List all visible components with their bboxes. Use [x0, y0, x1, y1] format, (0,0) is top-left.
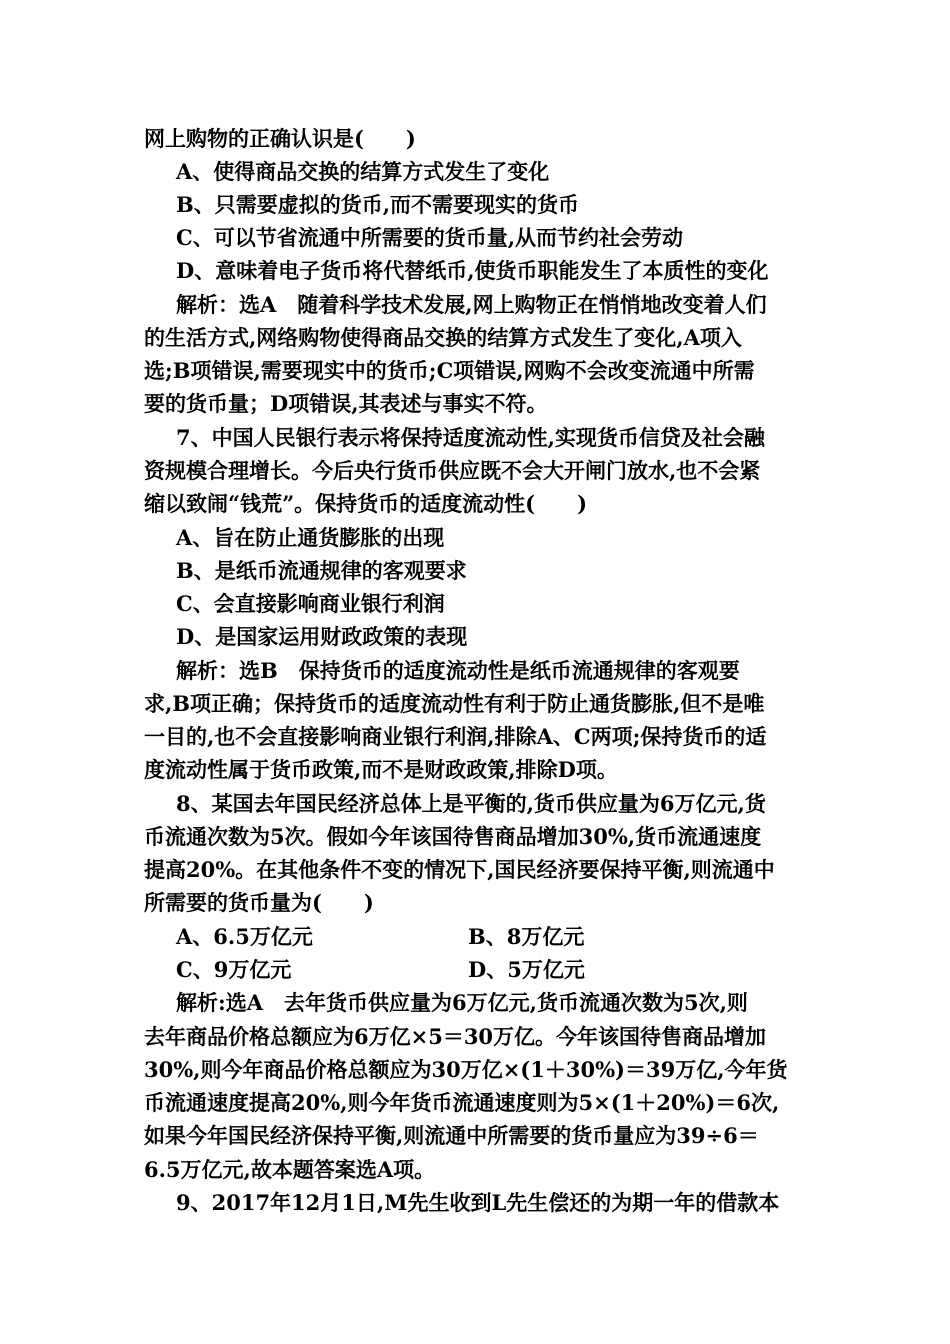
q8-analysis-line: 如果今年国民经济保持平衡,则流通中所需要的货币量应为39÷6＝: [144, 1123, 759, 1148]
q8-option-b: B、8万亿元: [468, 924, 585, 949]
question-7-stem: 缩以致闹“钱荒”。保持货币的适度流动性( ): [144, 491, 588, 516]
question-8-stem: 8、某国去年国民经济总体上是平衡的,货币供应量为6万亿元,货: [176, 791, 766, 816]
q8-analysis-line: 6.5万亿元,故本题答案选A项。: [144, 1157, 436, 1182]
analysis-line: 的生活方式,网络购物使得商品交换的结算方式发生了变化,A项入: [144, 325, 742, 350]
q7-analysis-line: 求,B项正确；保持货币的适度流动性有利于防止通货膨胀,但不是唯: [144, 691, 765, 716]
q8-analysis-line: 解析:选A 去年货币供应量为6万亿元,货币流通次数为5次,则: [176, 990, 748, 1015]
option-a: A、使得商品交换的结算方式发生了变化: [176, 159, 550, 184]
analysis-line: 解析：选A 随着科学技术发展,网上购物正在悄悄地改变着人们: [176, 292, 767, 317]
analysis-line: 选;B项错误,需要现实中的货币;C项错误,网购不会改变流通中所需: [144, 358, 755, 383]
analysis-line: 要的货币量；D项错误,其表述与事实不符。: [144, 391, 548, 416]
q8-option-a: A、6.5万亿元: [176, 924, 313, 949]
q7-analysis-line: 解析：选B 保持货币的适度流动性是纸币流通规律的客观要: [176, 658, 740, 683]
question-8-stem: 提高20%。在其他条件不变的情况下,国民经济要保持平衡,则流通中: [144, 857, 775, 882]
question-9-stem: 9、2017年12月1日,M先生收到L先生偿还的为期一年的借款本: [176, 1190, 780, 1215]
q8-analysis-line: 去年商品价格总额应为6万亿×5＝30万亿。今年该国待售商品增加: [144, 1024, 767, 1049]
question-8-stem: 币流通次数为5次。假如今年该国待售商品增加30%,货币流通速度: [144, 824, 762, 849]
question-8-stem: 所需要的货币量为( ): [144, 890, 374, 915]
option-d: D、意味着电子货币将代替纸币,使货币职能发生了本质性的变化: [176, 258, 769, 283]
q8-option-d: D、5万亿元: [468, 957, 585, 982]
q7-option-b: B、是纸币流通规律的客观要求: [176, 558, 467, 583]
q8-analysis-line: 30%,则今年商品价格总额应为30万亿×(1＋30%)＝39万亿,今年货: [144, 1057, 788, 1082]
question-7-stem: 资规模合理增长。今后央行货币供应既不会大开闸门放水,也不会紧: [144, 458, 761, 483]
q7-option-c: C、会直接影响商业银行利润: [176, 591, 445, 616]
q7-option-a: A、旨在防止通货膨胀的出现: [176, 525, 445, 550]
option-b: B、只需要虚拟的货币,而不需要现实的货币: [176, 192, 580, 217]
question-stem: 网上购物的正确认识是( ): [144, 126, 416, 151]
q7-option-d: D、是国家运用财政政策的表现: [176, 624, 468, 649]
q8-analysis-line: 币流通速度提高20%,则今年货币流通速度则为5×(1＋20%)＝6次,: [144, 1090, 780, 1115]
option-c: C、可以节省流通中所需要的货币量,从而节约社会劳动: [176, 225, 684, 250]
q7-analysis-line: 度流动性属于货币政策,而不是财政政策,排除D项。: [144, 757, 618, 782]
q7-analysis-line: 一目的,也不会直接影响商业银行利润,排除A、C两项;保持货币的适: [144, 724, 767, 749]
q8-option-c: C、9万亿元: [176, 957, 292, 982]
question-7-stem: 7、中国人民银行表示将保持适度流动性,实现货币信贷及社会融: [176, 425, 765, 450]
